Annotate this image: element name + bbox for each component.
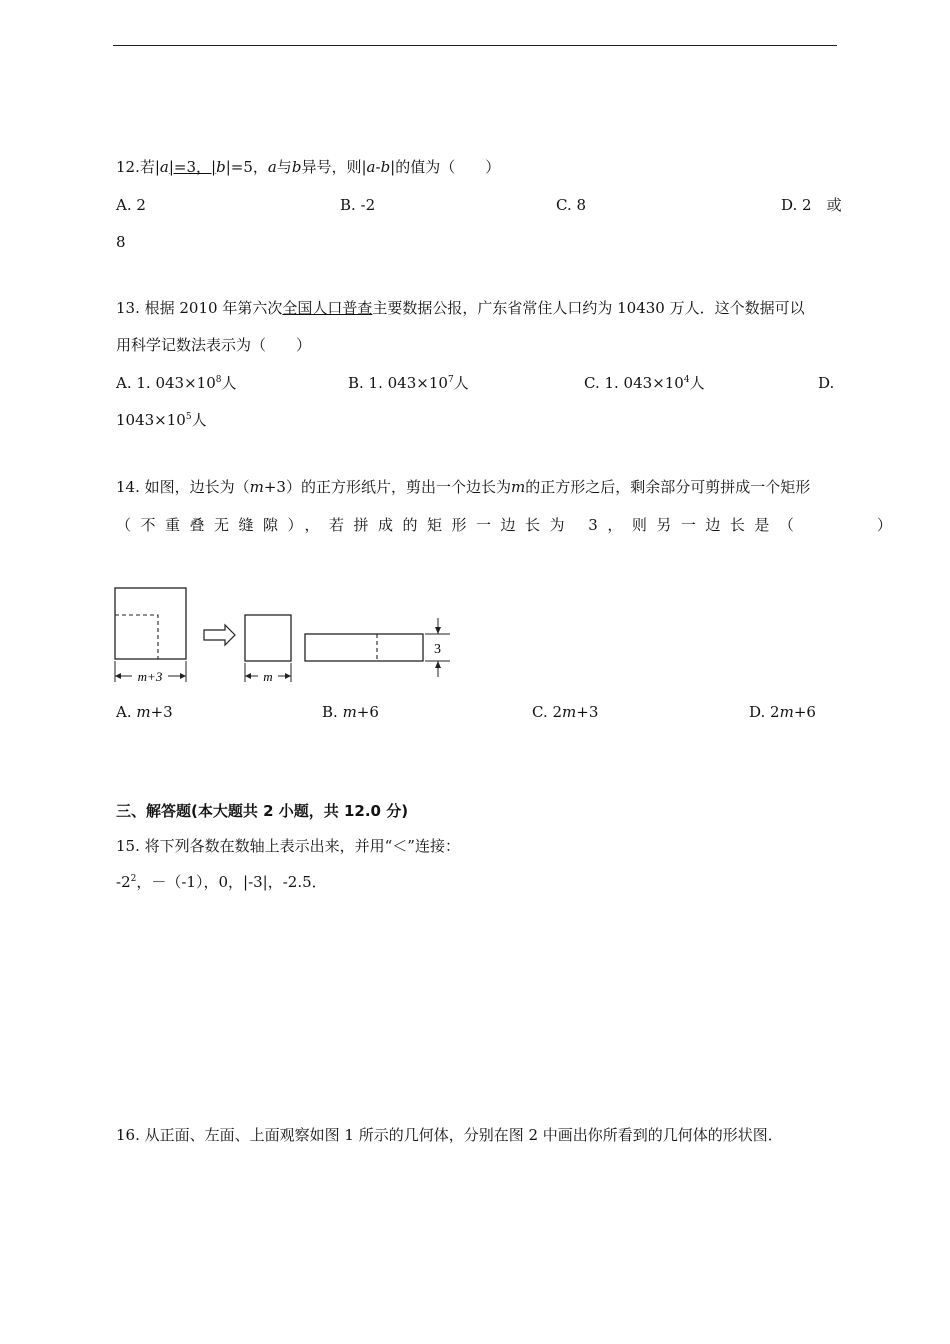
- small-square: [245, 615, 291, 661]
- q12-option-d: D. 2 或: [781, 196, 842, 214]
- big-square: [115, 588, 186, 659]
- q14-option-a: A. m+3: [116, 703, 173, 721]
- q12-option-a: A. 2: [116, 196, 146, 214]
- cut-line: [115, 615, 158, 659]
- arrow-right-icon: [204, 625, 235, 645]
- header-rule: [113, 45, 837, 46]
- q13-option-a: A. 1. $043\times 10^8$人: [116, 374, 237, 392]
- q12-option-d-wrap: 8: [116, 233, 126, 251]
- q14-option-d: D. 2m+6: [749, 703, 816, 721]
- q13-option-b: B. 1. $043\times 10^7$人: [348, 374, 469, 392]
- result-rectangle: [305, 634, 423, 661]
- q16-stem: 16. 从正面、左面、上面观察如图 1 所示的几何体，分别在图 2 中画出你所看到的几何体的形状图．: [116, 1126, 783, 1144]
- q13-stem-line1: 13. 根据 2010 年第六次全国人口普查主要数据公报，广东省常住人口约为 10430 万人．这个数据可以: [116, 299, 805, 317]
- q14-option-c: C. 2m+3: [532, 703, 599, 721]
- census-link[interactable]: 全国人口普查: [282, 299, 373, 317]
- q15-numbers: $-2^2$，－（-1），0，|-3|，-2.5．: [116, 873, 327, 891]
- q12-stem: 12.若|a|=3，|b|=5，a与b异号，则|a-b|的值为（ ）: [116, 158, 501, 176]
- q14-figure: [110, 583, 455, 688]
- label-m-plus-3: m+3: [137, 669, 163, 684]
- q13-option-d-wrap: $1043\times 10^5$人: [116, 411, 207, 429]
- q13-option-d: D.: [818, 374, 835, 392]
- q13-option-c: C. 1. $043\times 10^4$人: [584, 374, 705, 392]
- q13-stem-line2: 用科学记数法表示为（ ）: [116, 336, 312, 354]
- q15-stem: 15. 将下列各数在数轴上表示出来，并用“＜”连接：: [116, 837, 460, 855]
- label-m: m: [263, 669, 273, 684]
- q12-option-b: B. -2: [340, 196, 376, 214]
- section-3-heading: 三、解答题(本大题共 2 小题，共 12.0 分): [116, 802, 409, 820]
- q12-option-c: C. 8: [556, 196, 587, 214]
- label-3: 3: [434, 642, 441, 657]
- q14-stem-line2: （不重叠无缝隙），若拼成的矩形一边长为 3，则另一边长是（ ）: [116, 516, 902, 534]
- q14-option-b: B. m+6: [322, 703, 379, 721]
- q14-stem-line1: 14. 如图，边长为（m+3）的正方形纸片，剪出一个边长为m的正方形之后，剩余部分可剪拼成一个矩形: [116, 478, 811, 496]
